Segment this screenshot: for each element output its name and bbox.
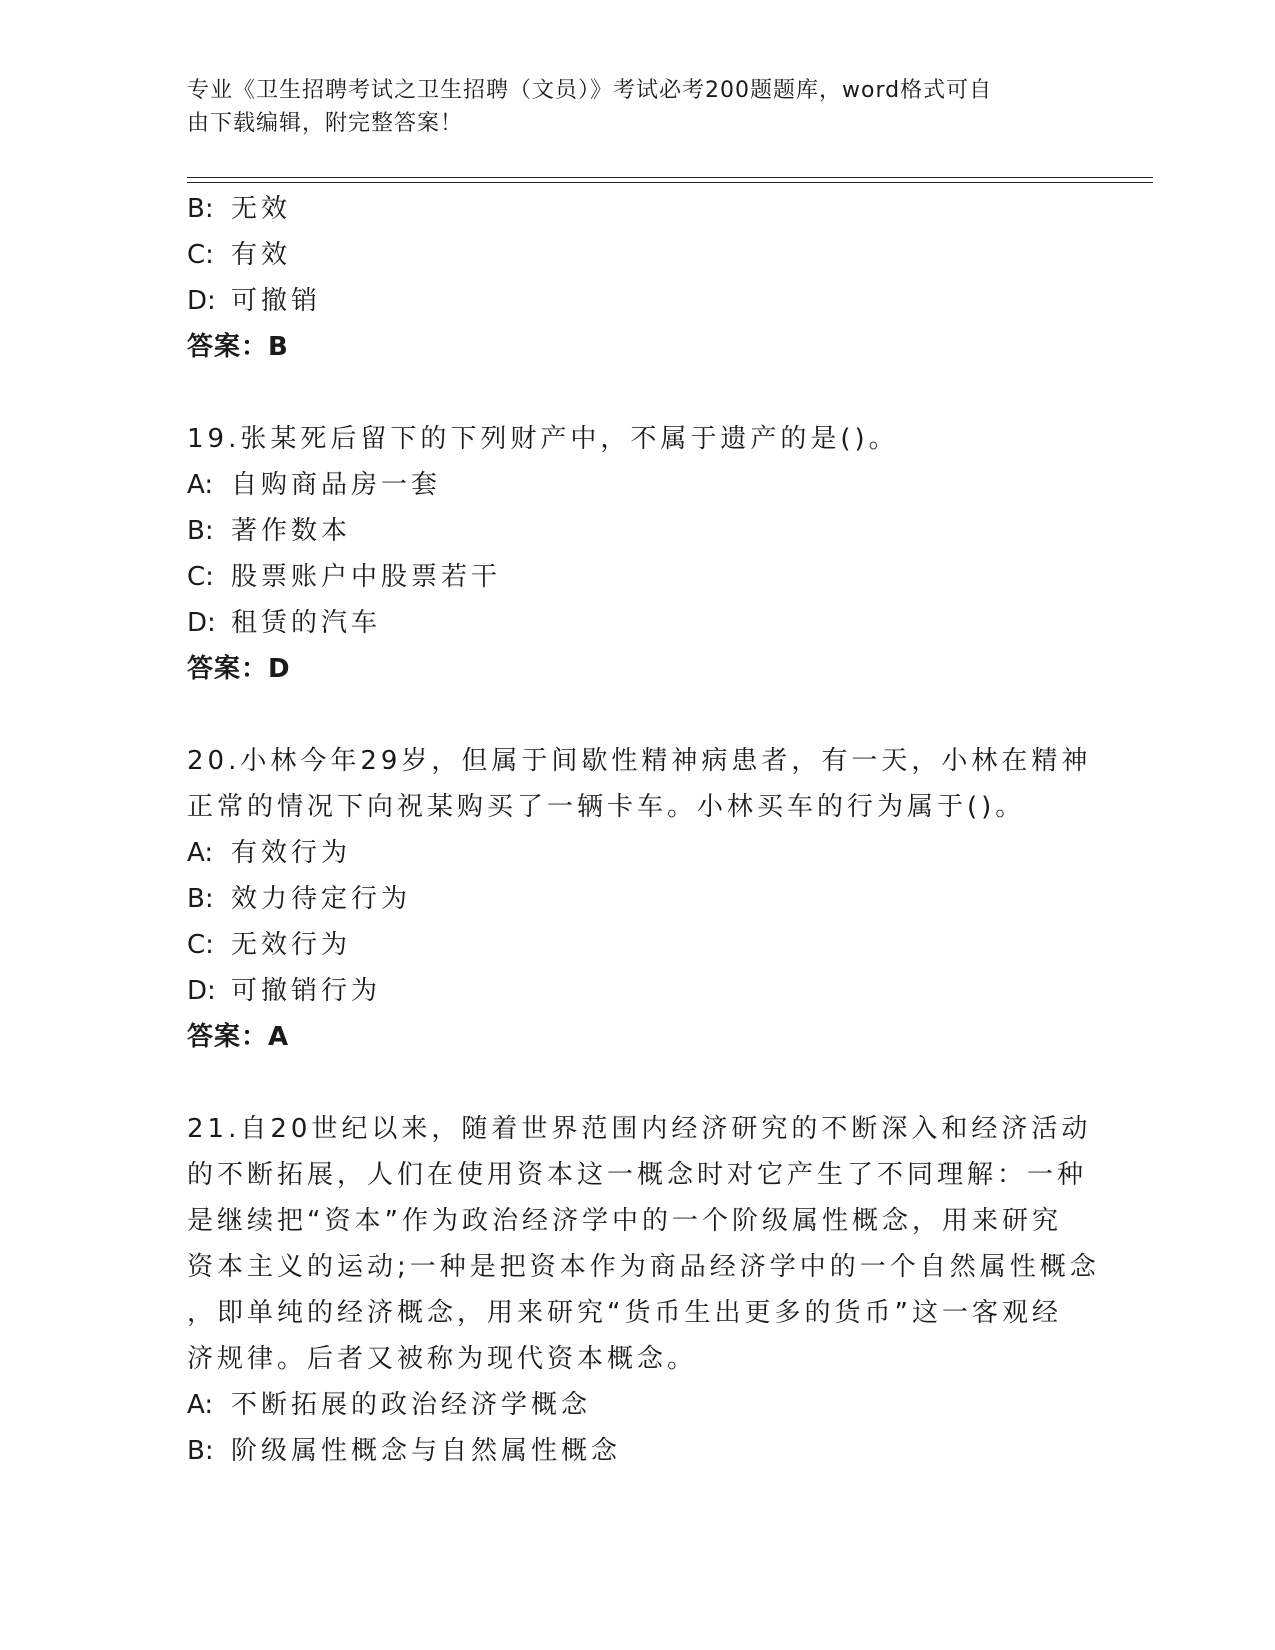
- option-c: C: 股票账户中股票若干: [187, 562, 502, 592]
- question-stem: 19.张某死后留下的下列财产中，不属于遗产的是()。: [187, 424, 899, 454]
- option-a: A: 有效行为: [187, 838, 352, 868]
- question-stem: 资本主义的运动;一种是把资本作为商品经济学中的一个自然属性概念: [187, 1252, 1100, 1282]
- question-18-continued: [187, 186, 1087, 370]
- option-b: B: 无效: [187, 194, 292, 224]
- option-d: D: 可撤销: [187, 286, 322, 316]
- option-d: D: 租赁的汽车: [187, 608, 382, 638]
- question-21: [187, 1106, 1100, 1474]
- question-list: [187, 186, 1100, 1474]
- option-a: A: 不断拓展的政治经济学概念: [187, 1390, 592, 1420]
- option-b: B: 著作数本: [187, 516, 352, 546]
- answer: 答案：D: [187, 654, 291, 684]
- question-20: [187, 738, 1092, 1060]
- option-a: A: 自购商品房一套: [187, 470, 442, 500]
- question-stem: ，即单纯的经济概念，用来研究“货币生出更多的货币”这一客观经: [187, 1298, 1062, 1328]
- question-stem: 21.自20世纪以来，随着世界范围内经济研究的不断深入和经济活动: [187, 1114, 1092, 1144]
- header-line-2: 由下载编辑，附完整答案！: [187, 111, 464, 136]
- header-line-1: 专业《卫生招聘考试之卫生招聘（文员）》考试必考200题题库，word格式可自: [187, 78, 993, 103]
- question-stem: 20.小林今年29岁，但属于间歇性精神病患者，有一天，小林在精神: [187, 746, 1092, 776]
- option-b: B: 阶级属性概念与自然属性概念: [187, 1436, 622, 1466]
- document-header: [187, 74, 1067, 140]
- option-b: B: 效力待定行为: [187, 884, 412, 914]
- option-c: C: 无效行为: [187, 930, 352, 960]
- question-stem: 正常的情况下向祝某购买了一辆卡车。小林买车的行为属于()。: [187, 792, 1026, 822]
- option-c: C: 有效: [187, 240, 292, 270]
- question-19: [187, 416, 1087, 692]
- question-stem: 的不断拓展，人们在使用资本这一概念时对它产生了不同理解：一种: [187, 1160, 1088, 1190]
- option-d: D: 可撤销行为: [187, 976, 382, 1006]
- answer: 答案：A: [187, 1022, 290, 1052]
- header-divider-bottom: [187, 182, 1153, 183]
- question-stem: 济规律。后者又被称为现代资本概念。: [187, 1344, 698, 1374]
- header-divider-top: [187, 177, 1153, 178]
- answer: 答案：B: [187, 332, 289, 362]
- question-stem: 是继续把“资本”作为政治经济学中的一个阶级属性概念，用来研究: [187, 1206, 1062, 1236]
